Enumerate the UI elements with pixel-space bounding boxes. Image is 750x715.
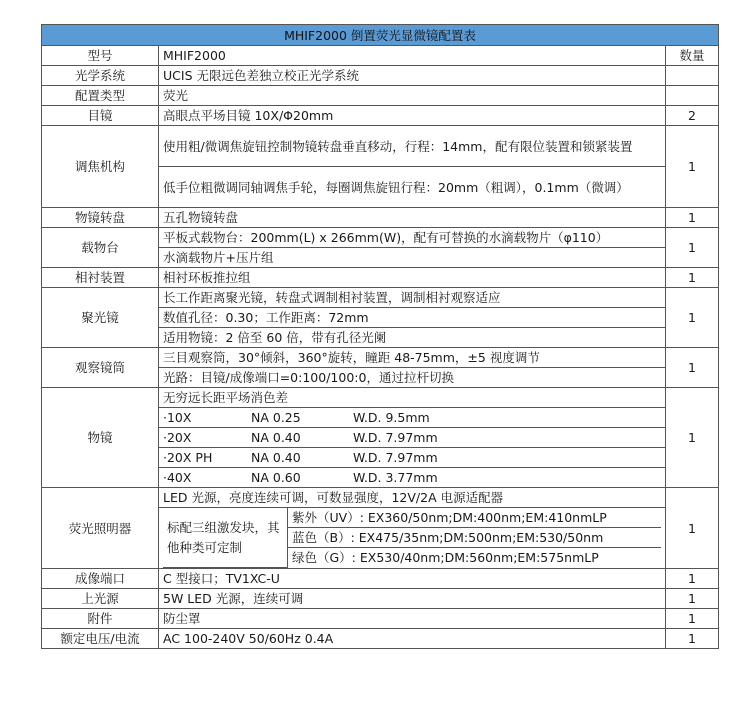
qty-cell: 1 bbox=[666, 268, 719, 288]
table-row bbox=[42, 589, 719, 609]
qty-cell: 1 bbox=[666, 488, 719, 569]
objective-na: NA 0.60 bbox=[251, 470, 301, 485]
filter-block-note: 标配三组激发块，其他种类可定制 bbox=[163, 508, 288, 568]
row-value: 低手位粗微调同轴调焦手轮，每圈调焦旋钮行程：20mm（粗调），0.1mm（微调） bbox=[159, 167, 666, 208]
objective-na: NA 0.40 bbox=[251, 430, 301, 445]
qty-cell: 1 bbox=[666, 228, 719, 268]
row-label: 配置类型 bbox=[42, 86, 159, 106]
config-table bbox=[41, 24, 719, 649]
qty-cell: 1 bbox=[666, 208, 719, 228]
row-value: MHIF2000 bbox=[159, 46, 666, 66]
row-label: 荧光照明器 bbox=[42, 488, 159, 569]
qty-cell: 2 bbox=[666, 106, 719, 126]
row-value: 相衬环板推拉组 bbox=[159, 268, 666, 288]
table-row bbox=[42, 388, 719, 408]
row-value: 防尘罩 bbox=[159, 609, 666, 629]
row-value: 水滴载物片+压片组 bbox=[159, 248, 666, 268]
qty-cell bbox=[666, 66, 719, 86]
filter-uv: 紫外（UV）: EX360/50nm;DM:400nm;EM:410nmLP bbox=[288, 508, 662, 528]
qty-cell: 1 bbox=[666, 126, 719, 208]
row-label: 目镜 bbox=[42, 106, 159, 126]
objective-mag: ·40X bbox=[163, 470, 192, 485]
row-value: 五孔物镜转盘 bbox=[159, 208, 666, 228]
table-row bbox=[42, 288, 719, 308]
table-row bbox=[42, 569, 719, 589]
filter-block-cell bbox=[159, 508, 666, 569]
row-label: 观察镜筒 bbox=[42, 348, 159, 388]
row-label: 上光源 bbox=[42, 589, 159, 609]
table-row bbox=[42, 609, 719, 629]
qty-cell: 1 bbox=[666, 609, 719, 629]
row-value: AC 100-240V 50/60Hz 0.4A bbox=[159, 629, 666, 649]
row-value: 使用粗/微调焦旋钮控制物镜转盘垂直移动，行程：14mm，配有限位装置和锁紧装置 bbox=[159, 126, 666, 167]
row-value: 长工作距离聚光镜，转盘式调制相衬装置，调制相衬观察适应 bbox=[159, 288, 666, 308]
table-row bbox=[42, 86, 719, 106]
table-row bbox=[42, 126, 719, 167]
row-value: LED 光源，亮度连续可调，可数显强度，12V/2A 电源适配器 bbox=[159, 488, 666, 508]
row-label: 物镜 bbox=[42, 388, 159, 488]
table-title: MHIF2000 倒置荧光显微镜配置表 bbox=[42, 25, 719, 46]
row-value: 5W LED 光源，连续可调 bbox=[159, 589, 666, 609]
table-row bbox=[42, 268, 719, 288]
objective-item bbox=[159, 448, 666, 468]
objective-wd: W.D. 3.77mm bbox=[353, 470, 438, 485]
objective-item bbox=[159, 428, 666, 448]
qty-cell: 1 bbox=[666, 629, 719, 649]
row-label: 相衬装置 bbox=[42, 268, 159, 288]
row-value: 高眼点平场目镜 10X/Φ20mm bbox=[159, 106, 666, 126]
row-value: 适用物镜：2 倍至 60 倍，带有孔径光阑 bbox=[159, 328, 666, 348]
objective-item bbox=[159, 408, 666, 428]
table-row bbox=[42, 629, 719, 649]
table-row bbox=[42, 46, 719, 66]
table-row bbox=[42, 348, 719, 368]
row-label: 物镜转盘 bbox=[42, 208, 159, 228]
qty-cell: 1 bbox=[666, 288, 719, 348]
objective-item bbox=[159, 468, 666, 488]
qty-cell: 1 bbox=[666, 569, 719, 589]
objective-na: NA 0.40 bbox=[251, 450, 301, 465]
row-value: UCIS 无限远色差独立校正光学系统 bbox=[159, 66, 666, 86]
objective-mag: ·20X PH bbox=[163, 450, 213, 465]
filter-blue: 蓝色（B）: EX475/35nm;DM:500nm;EM:530/50nm bbox=[288, 528, 662, 548]
table-row bbox=[42, 208, 719, 228]
objective-wd: W.D. 7.97mm bbox=[353, 430, 438, 445]
row-value: 数值孔径：0.30；工作距离：72mm bbox=[159, 308, 666, 328]
table-row bbox=[42, 488, 719, 508]
row-value: 平板式载物台：200mm(L) x 266mm(W)，配有可替换的水滴载物片（φ110） bbox=[159, 228, 666, 248]
row-label: 附件 bbox=[42, 609, 159, 629]
row-label: 光学系统 bbox=[42, 66, 159, 86]
objective-mag: ·20X bbox=[163, 430, 192, 445]
objective-mag: ·10X bbox=[163, 410, 192, 425]
row-value: C 型接口；TV1XC-U bbox=[159, 569, 666, 589]
qty-cell: 1 bbox=[666, 589, 719, 609]
row-label: 载物台 bbox=[42, 228, 159, 268]
row-value: 无穷远长距平场消色差 bbox=[159, 388, 666, 408]
title-row bbox=[42, 25, 719, 46]
objective-na: NA 0.25 bbox=[251, 410, 301, 425]
filter-green: 绿色（G）: EX530/40nm;DM:560nm;EM:575nmLP bbox=[292, 550, 599, 566]
filter-block-table bbox=[163, 508, 661, 568]
qty-header: 数量 bbox=[666, 46, 719, 66]
row-value: 光路：目镜/成像端口=0:100/100:0，通过拉杆切换 bbox=[159, 368, 666, 388]
row-label: 额定电压/电流 bbox=[42, 629, 159, 649]
row-value: 三目观察筒，30°倾斜，360°旋转，瞳距 48-75mm，±5 视度调节 bbox=[159, 348, 666, 368]
row-value: 荧光 bbox=[159, 86, 666, 106]
table-row bbox=[42, 228, 719, 248]
table-row bbox=[42, 106, 719, 126]
qty-cell: 1 bbox=[666, 348, 719, 388]
row-label: 聚光镜 bbox=[42, 288, 159, 348]
row-label: 成像端口 bbox=[42, 569, 159, 589]
objective-wd: W.D. 7.97mm bbox=[353, 450, 438, 465]
table-row bbox=[42, 66, 719, 86]
qty-cell bbox=[666, 86, 719, 106]
qty-cell: 1 bbox=[666, 388, 719, 488]
row-label: 调焦机构 bbox=[42, 126, 159, 208]
row-label: 型号 bbox=[42, 46, 159, 66]
objective-wd: W.D. 9.5mm bbox=[353, 410, 430, 425]
